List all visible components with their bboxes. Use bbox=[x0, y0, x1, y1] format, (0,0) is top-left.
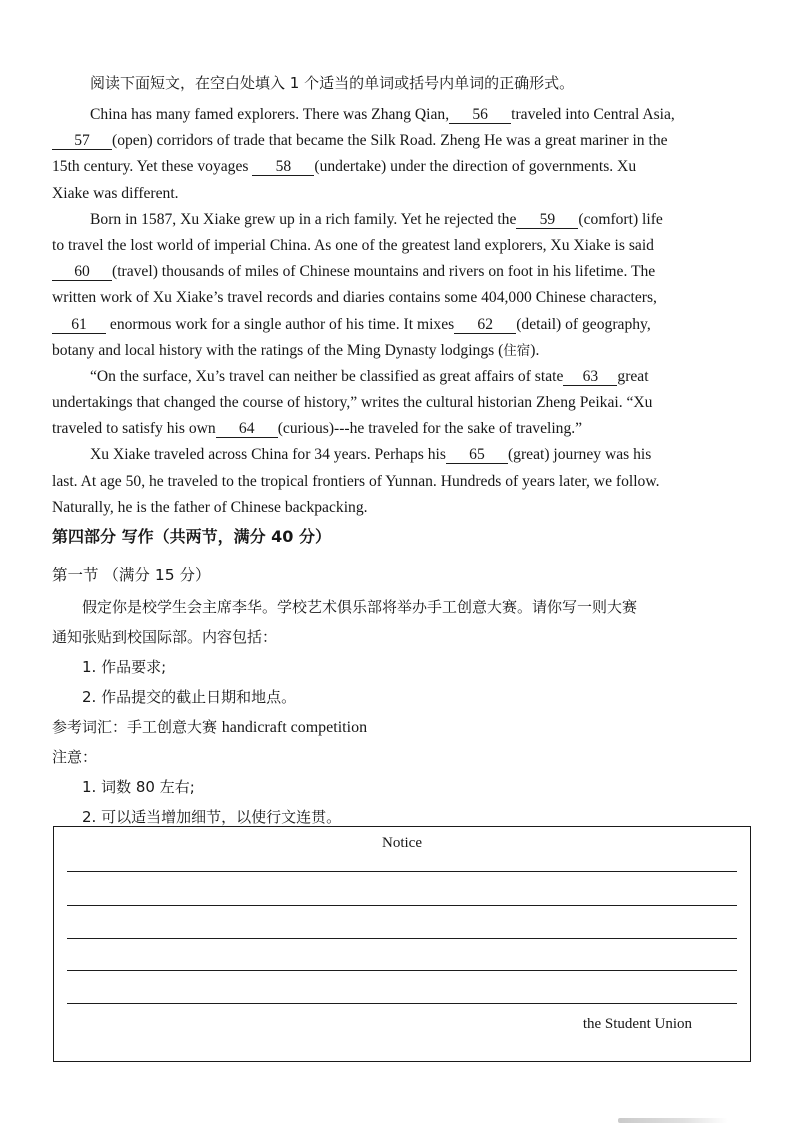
notice-signature: the Student Union bbox=[582, 1016, 692, 1032]
blank-63[interactable]: 63 bbox=[563, 368, 617, 386]
passage-text: botany and local history with the ratings of the Ming Dynasty lodgings ( bbox=[52, 341, 504, 359]
passage-text: traveled into Central Asia, bbox=[511, 106, 675, 123]
passage-text: (travel) thousands of miles of Chinese mountains and rivers on foot in his lifetime. The bbox=[112, 263, 656, 281]
writing-line[interactable] bbox=[67, 871, 737, 872]
passage-text: Xu Xiake traveled across China for 34 years. Perhaps his bbox=[90, 446, 446, 464]
section1-heading: 第一节 （满分 15 分） bbox=[52, 566, 211, 584]
passage-text: (open) corridors of trade that became the Silk Road. Zheng He was a great mariner in the bbox=[112, 132, 668, 150]
blank-65[interactable]: 65 bbox=[446, 446, 508, 464]
footer-page-mark bbox=[618, 1118, 728, 1123]
passage-text: great bbox=[617, 367, 649, 385]
passage-text: (curious)---he traveled for the sake of traveling.” bbox=[277, 420, 583, 438]
passage-text: to travel the lost world of imperial China. As one of the greatest land explorers, Xu Xiake is said bbox=[52, 236, 654, 254]
passage-line bbox=[52, 102, 774, 128]
passage-text: Xiake was different. bbox=[52, 184, 179, 202]
passage-line bbox=[52, 495, 774, 521]
task-prompt-line: 假定你是校学生会主席李华。学校艺术俱乐部将举办手工创意大赛。请你写一则大赛 bbox=[82, 598, 638, 616]
cloze-passage bbox=[52, 102, 774, 521]
requirement-item: 2. 作品提交的截止日期和地点。 bbox=[82, 688, 297, 706]
passage-text: (undertake) under the direction of governments. Xu bbox=[314, 158, 637, 176]
passage-line bbox=[52, 128, 774, 154]
writing-line[interactable] bbox=[67, 938, 737, 939]
passage-line bbox=[52, 207, 774, 233]
passage-text: “On the surface, Xu’s travel can neither be classified as great affairs of state bbox=[90, 367, 564, 385]
passage-line bbox=[52, 390, 774, 416]
cloze-instruction: 阅读下面短文，在空白处填入 1 个适当的单词或括号内单词的正确形式。 bbox=[90, 74, 575, 92]
blank-62[interactable]: 62 bbox=[454, 316, 516, 334]
requirement-item: 1. 作品要求; bbox=[82, 658, 167, 676]
passage-line bbox=[52, 233, 774, 259]
blank-56[interactable]: 56 bbox=[449, 106, 511, 124]
writing-line[interactable] bbox=[67, 905, 737, 906]
passage-line bbox=[52, 181, 774, 207]
vocab-label: 参考词汇：手工创意大赛 bbox=[52, 718, 222, 736]
answer-box[interactable] bbox=[53, 826, 751, 1062]
writing-line[interactable] bbox=[67, 970, 737, 971]
passage-text: (detail) of geography, bbox=[516, 315, 651, 333]
passage-line bbox=[52, 442, 774, 468]
notice-title: Notice bbox=[382, 835, 422, 851]
note-label: 注意： bbox=[52, 748, 98, 766]
passage-line bbox=[52, 312, 774, 338]
blank-57[interactable]: 57 bbox=[52, 132, 112, 150]
passage-line bbox=[52, 416, 774, 442]
passage-text: China has many famed explorers. There was Zhang Qian, bbox=[90, 106, 450, 123]
passage-text: last. At age 50, he traveled to the tropical frontiers of Yunnan. Hundreds of years later, we follow. bbox=[52, 472, 660, 490]
passage-text: traveled to satisfy his own bbox=[52, 420, 216, 438]
passage-line bbox=[52, 154, 774, 180]
task-prompt-line: 通知张贴到校国际部。内容包括： bbox=[52, 628, 278, 646]
blank-60[interactable]: 60 bbox=[52, 263, 112, 281]
passage-line bbox=[52, 285, 774, 311]
note-item: 1. 词数 80 左右; bbox=[82, 778, 195, 796]
writing-task bbox=[52, 592, 782, 832]
note-item: 2. 可以适当增加细节，以使行文连贯。 bbox=[82, 808, 342, 826]
passage-line bbox=[52, 469, 774, 495]
blank-61[interactable]: 61 bbox=[52, 316, 106, 334]
passage-text: Born in 1587, Xu Xiake grew up in a rich family. Yet he rejected the bbox=[90, 210, 517, 228]
passage-text: undertakings that changed the course of history,” writes the cultural historian Zheng Peikai. “Xu bbox=[52, 394, 653, 412]
passage-text: Naturally, he is the father of Chinese backpacking. bbox=[52, 498, 368, 516]
blank-64[interactable]: 64 bbox=[216, 420, 278, 438]
part4-heading: 第四部分 写作（共两节，满分 40 分） bbox=[52, 527, 331, 546]
passage-line bbox=[52, 259, 774, 285]
blank-58[interactable]: 58 bbox=[252, 158, 314, 176]
passage-text: enormous work for a single author of his time. It mixes bbox=[109, 315, 455, 333]
passage-text: ). bbox=[530, 341, 540, 359]
blank-59[interactable]: 59 bbox=[516, 211, 578, 229]
vocab-english: handicraft competition bbox=[221, 719, 368, 736]
passage-text: (comfort) life bbox=[578, 210, 663, 228]
passage-chinese-gloss: 住宿 bbox=[503, 342, 531, 359]
passage-text: written work of Xu Xiake’s travel records and diaries contains some 404,000 Chinese characters, bbox=[52, 289, 657, 307]
passage-text: 15th century. Yet these voyages bbox=[52, 158, 249, 176]
passage-line bbox=[52, 338, 774, 364]
passage-text: (great) journey was his bbox=[507, 446, 652, 464]
writing-line[interactable] bbox=[67, 1003, 737, 1004]
passage-line bbox=[52, 364, 774, 390]
vocab-line bbox=[52, 712, 782, 742]
